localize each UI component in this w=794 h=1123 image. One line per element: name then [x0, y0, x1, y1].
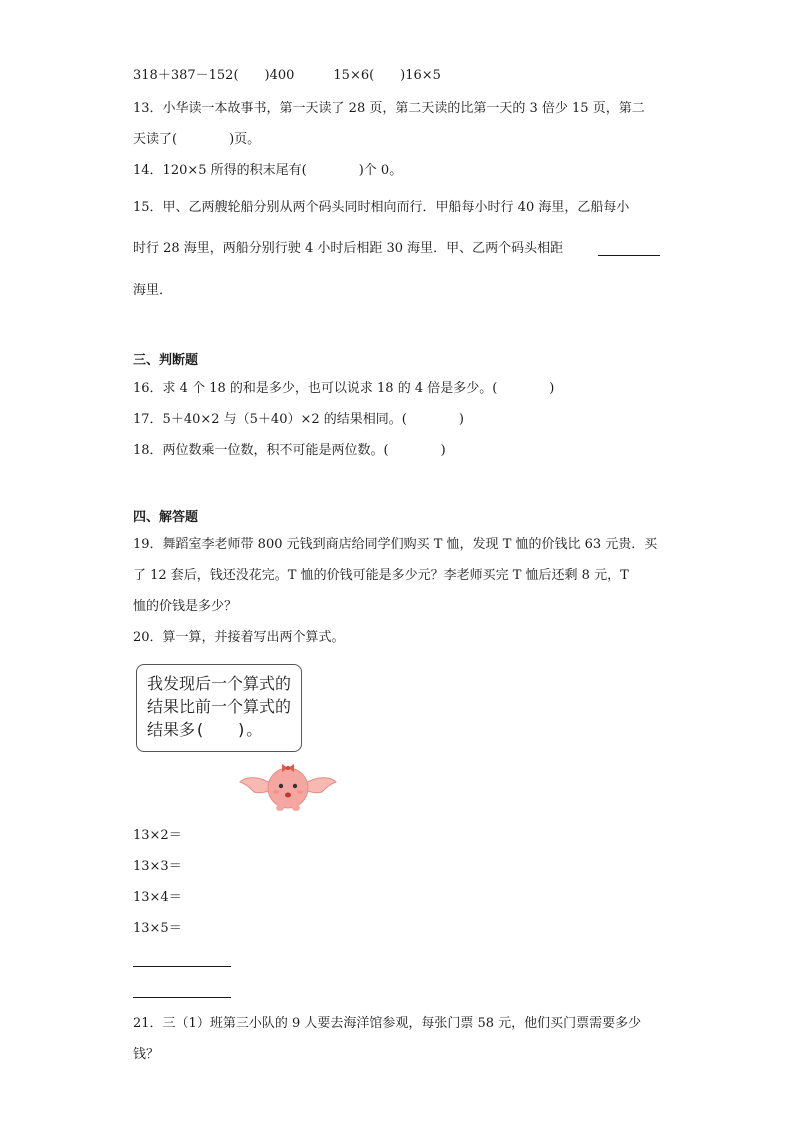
speech-bubble: [136, 664, 302, 752]
q13-line-2: 天读了( )页。: [133, 132, 261, 147]
section-3-heading: 三、判断题: [133, 353, 199, 368]
equation-2: 13×3＝: [133, 859, 182, 874]
q15-answer-blank[interactable]: [598, 255, 660, 256]
q19-line-3: 恤的价钱是多少？: [133, 599, 238, 614]
q19-line-1: 19．舞蹈室李老师带 800 元钱到商店给同学们购买 T 恤，发现 T 恤的价钱比 63 元贵．买: [133, 537, 658, 552]
q15-line-1: 15．甲、乙两艘轮船分别从两个码头同时相向而行．甲船每小时行 40 海里，乙船每小: [133, 200, 630, 215]
equation-3: 13×4＝: [133, 890, 182, 905]
pink-winged-ball-character-icon: [236, 752, 340, 816]
q21-line-2: 钱？: [133, 1047, 160, 1062]
q15-line-2: 时行 28 海里，两船分别行驶 4 小时后相距 30 海里．甲、乙两个码头相距: [133, 241, 564, 256]
answer-blank-2[interactable]: [133, 997, 231, 998]
q12-compare-line: 318＋387－152( )400 15×6( )16×5: [133, 68, 441, 83]
q18-line: 18．两位数乘一位数，积不可能是两位数。( ): [133, 443, 446, 458]
section-4-heading: 四、解答题: [133, 510, 199, 525]
bubble-line-2: 结果比前一个算式的: [147, 697, 292, 716]
q15-line-3: 海里．: [133, 283, 173, 298]
q17-line: 17．5＋40×2 与（5＋40）×2 的结果相同。( ): [133, 412, 464, 427]
q13-line-1: 13．小华读一本故事书，第一天读了 28 页，第二天读的比第一天的 3 倍少 15 页，第二: [133, 101, 645, 116]
q20-line: 20．算一算，并接着写出两个算式。: [133, 630, 345, 645]
equation-4: 13×5＝: [133, 921, 182, 936]
equation-1: 13×2＝: [133, 828, 182, 843]
q19-line-2: 了 12 套后，钱还没花完。T 恤的价钱可能是多少元？李老师买完 T 恤后还剩 8 元，T: [133, 568, 629, 583]
q14-line: 14．120×5 所得的积末尾有( )个 0。: [133, 163, 403, 178]
bubble-line-3: 结果多( )。: [147, 720, 263, 739]
q21-line-1: 21．三（1）班第三小队的 9 人要去海洋馆参观，每张门票 58 元，他们买门票需要多少: [133, 1016, 642, 1031]
answer-blank-1[interactable]: [133, 966, 231, 967]
bubble-line-1: 我发现后一个算式的: [147, 674, 292, 693]
q16-line: 16．求 4 个 18 的和是多少，也可以说求 18 的 4 倍是多少。( ): [133, 381, 555, 396]
